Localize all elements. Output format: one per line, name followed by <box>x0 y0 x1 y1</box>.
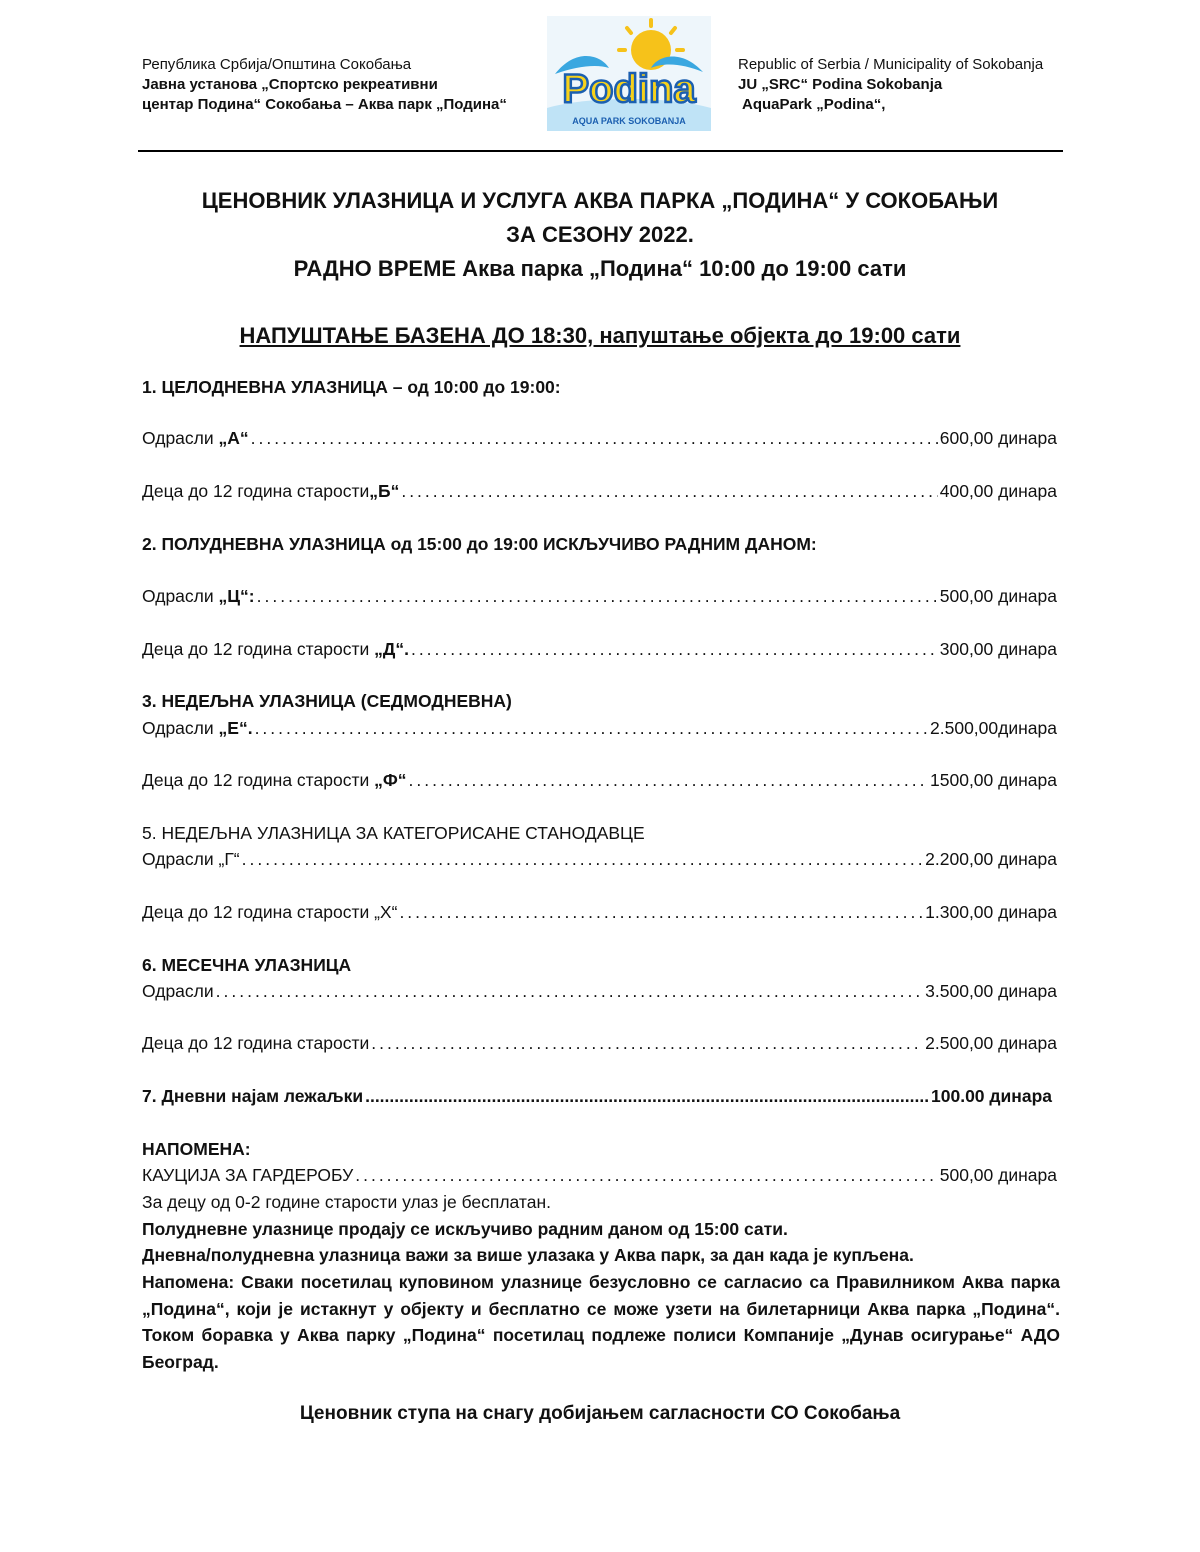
disclaimer-note: Напомена: Сваки посетилац куповином улазнице безусловно се сагласио са Правилником Аква парка „Подина“, који је истакнут у објекту и бесплатно се може узети на билетарници Аква парка „Подина“. Током боравка у Аква парку „Подина“ посетилац подлеже полиси Компаније „Дунав осигурање“ АДО Београд. <box>142 1272 1060 1372</box>
row-price: 1.300,00 динара <box>925 902 1057 922</box>
price-row-s7-sunbed <box>142 1086 1052 1107</box>
ticket-code: „Б“ <box>369 481 400 501</box>
row-label: Деца до 12 година старости <box>142 481 370 501</box>
row-price: 500,00 динара <box>939 1165 1057 1185</box>
ticket-code: „Ц“: <box>218 586 255 606</box>
price-row-s3-child <box>142 770 1057 791</box>
ticket-code: „А“ <box>218 428 249 448</box>
header-right-line3: AquaPark „Podina“, <box>742 96 886 113</box>
logo-subtext: AQUA PARK SOKOBANJA <box>572 116 686 126</box>
row-label: Одрасли <box>142 586 219 606</box>
dot-leader <box>242 849 924 870</box>
header-right-block <box>738 55 1043 115</box>
validity-footer: Ценовник ступа на снагу добијањем сагласности СО Сокобања <box>299 1403 901 1424</box>
price-row-s2-adult <box>142 586 1057 607</box>
ticket-code: „Д“. <box>374 639 409 659</box>
dot-leader <box>251 428 938 449</box>
ticket-code: „Ф“ <box>374 770 407 790</box>
dot-leader <box>409 770 928 791</box>
season-title: ЗА СЕЗОНУ 2022. <box>506 222 694 247</box>
row-price: 2.200,00 динара <box>925 849 1057 869</box>
section-3-heading: 3. НЕДЕЉНА УЛАЗНИЦА (СЕДМОДНЕВНА) <box>142 691 512 711</box>
row-price: 500,00 динара <box>939 586 1057 606</box>
price-row-s3-adult <box>142 718 1057 739</box>
dot-leader <box>399 902 923 923</box>
header-left-line3: центар Подина“ Сокобања – Аква парк „Подина“ <box>142 96 507 113</box>
row-price: 300,00 динара <box>939 639 1057 659</box>
row-price: 2.500,00 динара <box>925 1033 1057 1053</box>
price-row-s2-child <box>142 639 1057 660</box>
podina-logo <box>547 16 711 131</box>
dot-leader <box>257 586 938 607</box>
row-label: Одрасли <box>142 981 214 1001</box>
row-label: Деца до 12 година старости <box>142 770 375 790</box>
working-hours: РАДНО ВРЕМЕ Аква парка „Подина“ 10:00 до 19:00 сати <box>293 256 907 281</box>
row-price: 1500,00 динара <box>930 770 1057 790</box>
section-1-heading: 1. ЦЕЛОДНЕВНА УЛАЗНИЦА – од 10:00 до 19:00: <box>142 377 561 397</box>
row-label: Деца до 12 година старости „Х“ <box>142 902 398 922</box>
row-label: Одрасли <box>142 718 219 738</box>
dot-leader <box>401 481 937 502</box>
header-right-line2: JU „SRC“ Podina Sokobanja <box>738 76 943 93</box>
dot-leader <box>365 1086 929 1107</box>
row-label: Одрасли <box>142 428 219 448</box>
dot-leader <box>355 1165 938 1186</box>
row-price: 2.500,00динара <box>930 718 1057 738</box>
dot-leader <box>371 1033 923 1054</box>
section-5-heading: 5. НЕДЕЉНА УЛАЗНИЦА ЗА КАТЕГОРИСАНЕ СТАНОДАВЦЕ <box>142 823 645 843</box>
logo-text: Podina <box>562 67 696 111</box>
dot-leader <box>255 718 928 739</box>
ticket-code: „Е“. <box>218 718 253 738</box>
header-left-line1: Република Србија/Општина Сокобања <box>142 56 412 73</box>
price-row-s5-adult <box>142 849 1057 870</box>
price-row-s6-child <box>142 1033 1057 1054</box>
header-right-line1: Republic of Serbia / Municipality of Sokobanja <box>738 56 1044 73</box>
dot-leader <box>411 639 938 660</box>
dot-leader <box>216 981 924 1002</box>
row-label: 7. Дневни најам лежаљки <box>142 1086 364 1106</box>
price-row-cloakroom <box>142 1165 1057 1186</box>
price-row-s6-adult <box>142 981 1057 1002</box>
row-price: 600,00 динара <box>939 428 1057 448</box>
free-entry-note: За децу од 0-2 године старости улаз је бесплатан. <box>142 1192 551 1212</box>
half-day-note: Полудневне улазнице продају се искључиво радним даном од 15:00 сати. <box>142 1219 788 1239</box>
multi-entry-note: Дневна/полудневна улазница важи за више улазака у Аква парк, за дан када је купљена. <box>142 1245 914 1265</box>
section-2-heading: 2. ПОЛУДНЕВНА УЛАЗНИЦА од 15:00 до 19:00 ИСКЉУЧИВО РАДНИМ ДАНОМ: <box>142 534 817 554</box>
row-label: Одрасли „Г“ <box>142 849 240 869</box>
header-left-line2: Јавна установа „Спортско рекреативни <box>142 76 438 93</box>
row-label: Деца до 12 година старости <box>142 639 375 659</box>
header-divider <box>138 150 1063 152</box>
row-price: 3.500,00 динара <box>925 981 1057 1001</box>
pool-exit-notice: НАПУШТАЊЕ БАЗЕНА ДО 18:30, напуштање објекта до 19:00 сати <box>239 323 961 348</box>
row-label: Деца до 12 година старости <box>142 1033 370 1053</box>
price-row-s5-child <box>142 902 1057 923</box>
row-label: КАУЦИЈА ЗА ГАРДЕРОБУ <box>142 1165 354 1185</box>
section-6-heading: 6. МЕСЕЧНА УЛАЗНИЦА <box>142 955 352 975</box>
row-price: 400,00 динара <box>939 481 1057 501</box>
price-row-s1-adult <box>142 428 1057 449</box>
document-title: ЦЕНОВНИК УЛАЗНИЦА И УСЛУГА АКВА ПАРКА „ПОДИНА“ У СОКОБАЊИ <box>201 188 999 213</box>
header-left-block <box>142 55 507 115</box>
notes-heading: НАПОМЕНА: <box>142 1139 251 1159</box>
row-price: 100.00 динара <box>931 1086 1052 1106</box>
price-row-s1-child <box>142 481 1057 502</box>
